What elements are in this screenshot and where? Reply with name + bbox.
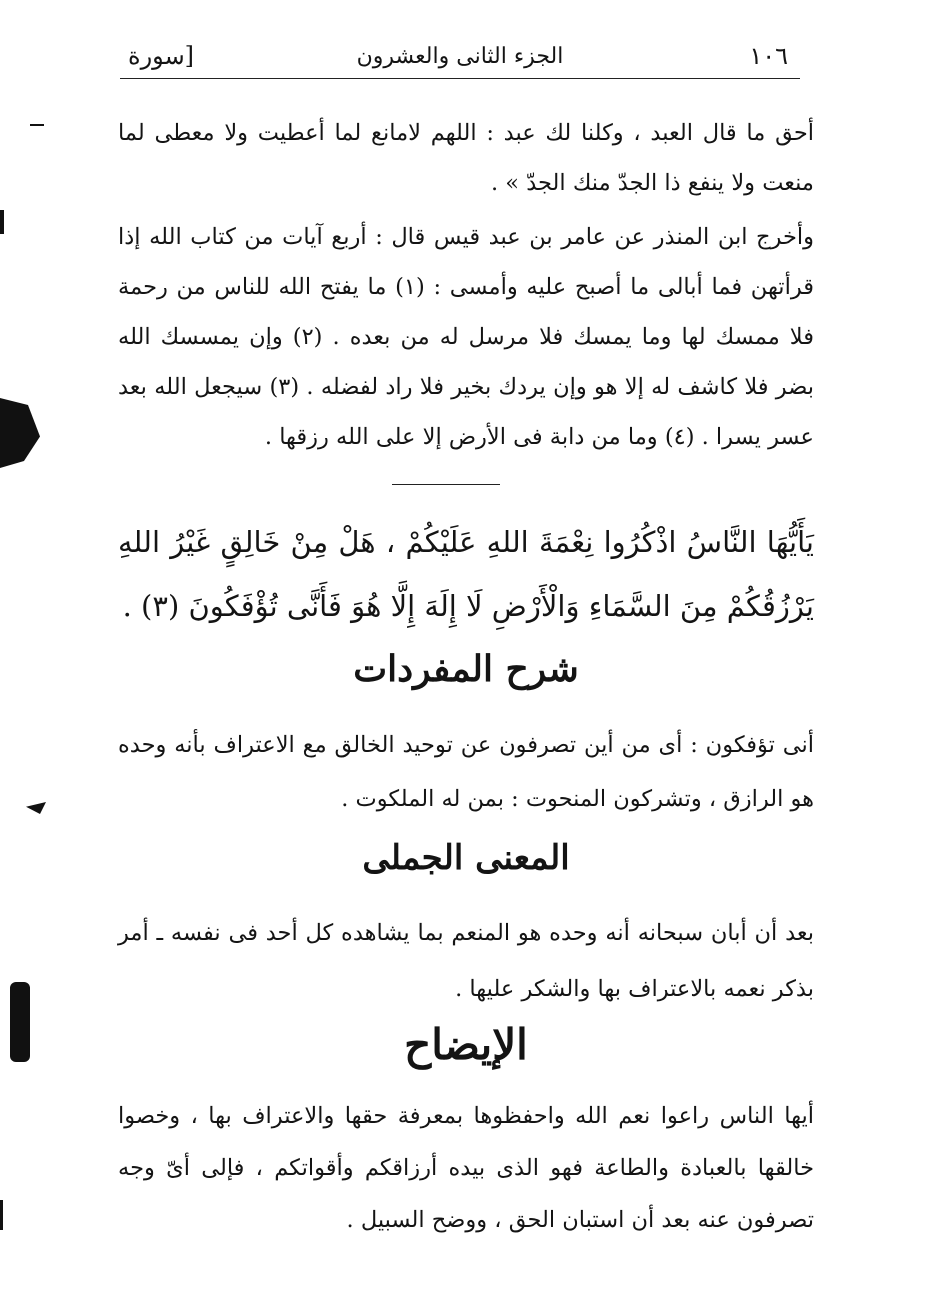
paragraph-general-meaning: بعد أن أبان سبحانه أنه وحده هو المنعم بما يشاهده كل أحد فى نفسه ـ أمر بذكر نعمه بالاعتراف بها والشكر عليها . bbox=[118, 920, 814, 1002]
paragraph-vocabulary: أنى تؤفكون : أى من أين تصرفون عن توحيد الخالق مع الاعتراف بأنه وحده هو الرازق ، وتشركون المنحوت : بمن له الملكوت . bbox=[118, 732, 814, 812]
scan-mark bbox=[30, 124, 44, 126]
scan-mark bbox=[0, 1200, 3, 1230]
page-header bbox=[120, 38, 800, 79]
scan-mark bbox=[26, 802, 46, 814]
page-number: ١٠٦ bbox=[749, 42, 788, 70]
heading-vocabulary: شرح المفردات bbox=[353, 648, 579, 690]
paragraph-hadith-end: أحق ما قال العبد ، وكلنا لك عبد : اللهم لامانع لما أعطيت ولا معطى لما منعت ولا ينفع ذا الجدّ منك الجدّ » . bbox=[118, 120, 814, 196]
scan-mark bbox=[0, 398, 40, 468]
quran-verse: يَأَيُّهَا النَّاسُ اذْكُرُوا نِعْمَةَ اللهِ عَلَيْكُمْ ، هَلْ مِنْ خَالِقٍ غَيْرُ اللهِ يَرْزُقُكُمْ مِنَ السَّمَاءِ وَالْأَرْضِ لَا إِلَهَ إِلَّا هُوَ فَأَنَّى تُؤْفَكُونَ (٣) . bbox=[118, 525, 814, 623]
running-title: الجزء الثانى والعشرون bbox=[356, 44, 564, 69]
heading-explanation: الإيضاح bbox=[404, 1020, 528, 1069]
scan-mark bbox=[0, 210, 4, 234]
chapter-label: [سورة bbox=[128, 42, 195, 70]
paragraph-explanation: أيها الناس راعوا نعم الله واحفظوها بمعرفة حقها والاعتراف بها ، وخصوا خالقها بالعبادة والطاعة فهو الذى بيده أرزاقكم وأقواتكم ، فإلى أىّ وجه تصرفون عنه بعد أن استبان الحق ، ووضح السبيل . bbox=[118, 1103, 814, 1233]
section-divider bbox=[392, 484, 500, 485]
paragraph-four-verses: وأخرج ابن المنذر عن عامر بن عبد قيس قال : أربع آيات من كتاب الله إذا قرأتهن فما أبالى ما أصبح عليه وأمسى : (١) ما يفتح الله للناس من رحمة فلا ممسك لها وما يمسك فلا مرسل له من بعده . (٢) وإن يمسسك الله بضر فلا كاشف له إلا هو وإن يردك بخير فلا راد لفضله . (٣) سيجعل الله بعد عسر يسرا . (٤) وما من دابة فى الأرض إلا على الله رزقها . bbox=[118, 224, 814, 450]
scan-mark bbox=[10, 982, 30, 1062]
heading-general-meaning: المعنى الجملى bbox=[362, 838, 570, 878]
